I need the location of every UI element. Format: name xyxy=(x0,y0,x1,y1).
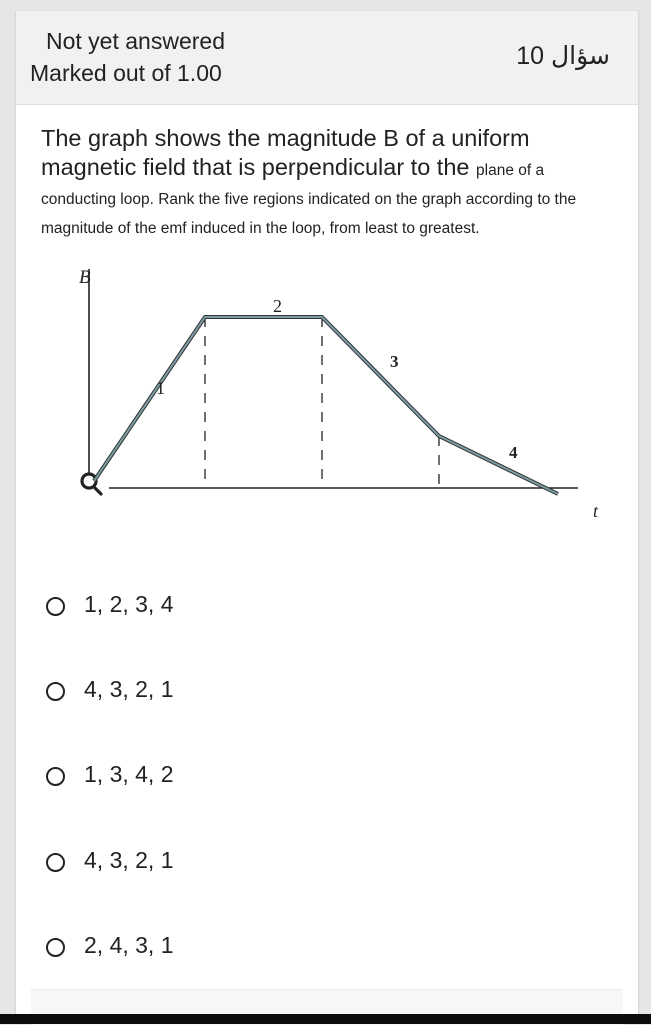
question-number: 10 سؤال xyxy=(516,42,610,70)
answer-option-label[interactable]: 1, 2, 3, 4 xyxy=(84,591,174,617)
graph-y-axis-label: B xyxy=(79,267,91,288)
graph-curve xyxy=(94,317,558,494)
origin-marker-handle xyxy=(94,487,101,494)
magnetic-field-graph xyxy=(61,261,621,531)
radio-button-2[interactable] xyxy=(46,682,65,701)
radio-button-3[interactable] xyxy=(46,767,65,786)
question-card xyxy=(15,11,639,1024)
answer-option-1[interactable] xyxy=(46,589,346,623)
question-text xyxy=(41,124,601,243)
radio-button-5[interactable] xyxy=(46,938,65,957)
question-info-header xyxy=(16,11,638,105)
radio-button-1[interactable] xyxy=(46,597,65,616)
answer-option-label[interactable]: 4, 3, 2, 1 xyxy=(84,847,174,873)
question-grade: Marked out of 1.00 xyxy=(30,60,222,86)
answer-option-4[interactable] xyxy=(46,845,346,879)
graph-region-label-2: 2 xyxy=(273,296,282,316)
question-text-large: The graph shows the magnitude B of a uniform magnetic field that is perpendicular to the xyxy=(41,125,530,180)
answer-option-label[interactable]: 4, 3, 2, 1 xyxy=(84,676,174,702)
radio-button-4[interactable] xyxy=(46,853,65,872)
answer-option-label[interactable]: 2, 4, 3, 1 xyxy=(84,932,174,958)
answer-option-label[interactable]: 1, 3, 4, 2 xyxy=(84,761,174,787)
answer-option-5[interactable] xyxy=(46,930,346,964)
graph-curve-shadow xyxy=(94,317,558,494)
bottom-bar xyxy=(0,1014,651,1024)
graph-region-label-1: 1 xyxy=(156,378,165,398)
graph-region-label-4: 4 xyxy=(509,443,518,462)
answer-option-2[interactable] xyxy=(46,674,346,708)
graph-x-axis-label: t xyxy=(593,501,599,521)
question-state: Not yet answered xyxy=(46,28,225,54)
question-text-small: plane of a conducting loop. Rank the five regions indicated on the graph according to the magnitude of the emf induced in the loop, from least to greatest. xyxy=(41,162,577,237)
graph-region-label-3: 3 xyxy=(390,352,399,371)
answer-option-3[interactable] xyxy=(46,759,346,793)
